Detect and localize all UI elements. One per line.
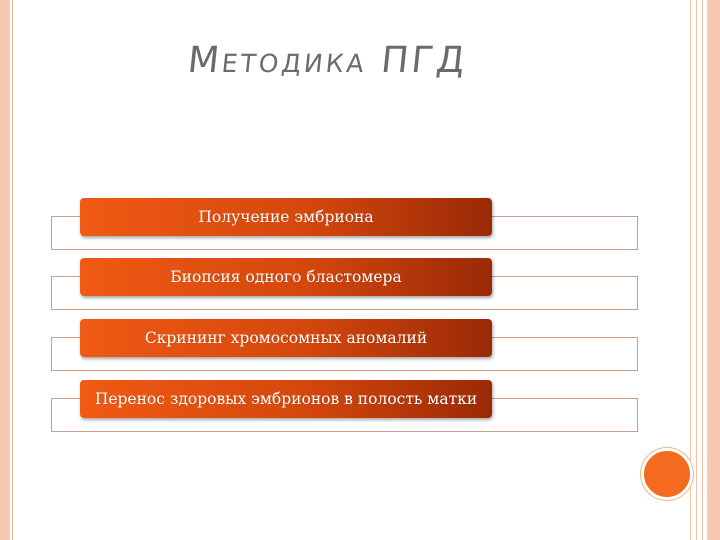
step-label: Перенос здоровых эмбрионов в полость матки xyxy=(94,390,478,408)
decorative-circle xyxy=(641,448,693,500)
step-label: Биопсия одного бластомера xyxy=(170,268,402,286)
process-step-3 xyxy=(0,319,720,379)
step-bar xyxy=(80,258,492,296)
step-bar xyxy=(80,380,492,418)
process-step-4 xyxy=(0,380,720,440)
process-step-2 xyxy=(0,258,720,318)
step-label: Получение эмбриона xyxy=(198,208,374,226)
slide-title: Методика ПГД xyxy=(185,40,470,81)
step-label: Скрининг хромосомных аномалий xyxy=(144,329,428,347)
step-bar xyxy=(80,198,492,236)
step-bar xyxy=(80,319,492,357)
process-step-1 xyxy=(0,198,720,258)
